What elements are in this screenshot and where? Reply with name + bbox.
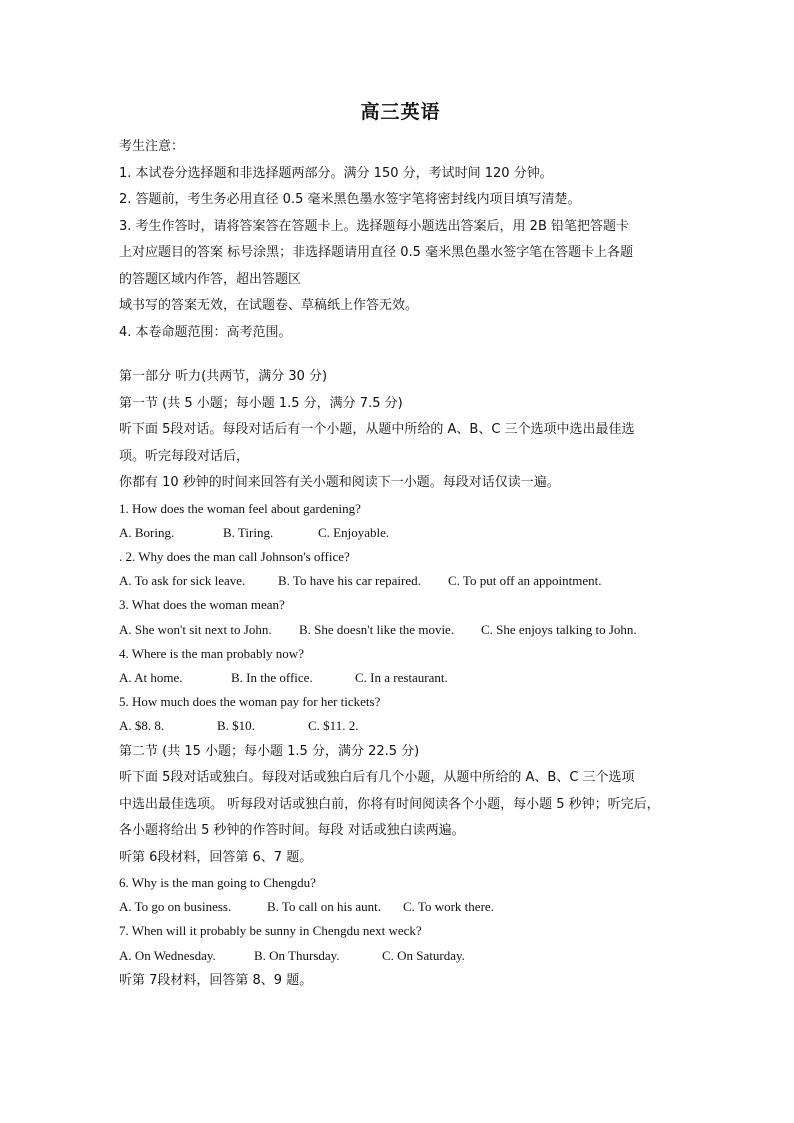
notice-item: 2. 答题前，考生务必用直径 0.5 毫米黑色墨水签字笔将密封线内项目填写清楚。 <box>119 192 581 207</box>
question-3-options <box>119 618 682 642</box>
material-7-heading: 听第 7段材料，回答第 8、9 题。 <box>119 972 313 988</box>
question-5: 5. How much does the woman pay for her tickets? <box>119 694 381 710</box>
option-a: A. $8. 8. <box>119 718 165 734</box>
part1-heading: 第一部分 听力(共两节，满分 30 分) <box>119 369 328 384</box>
section-gap <box>119 346 682 364</box>
question-1-options <box>119 521 682 545</box>
question-2-options <box>119 569 682 593</box>
question-7: 7. When will it probably be sunny in Chengdu next weck? <box>119 923 422 939</box>
option-b: B. Tiring. <box>223 524 274 540</box>
option-a: A. On Wednesday. <box>119 947 216 963</box>
notice-item: 3. 考生作答时，请将答案答在答题卡上。选择题每小题选出答案后，用 2B 铅笔把答题卡 <box>119 218 629 234</box>
question-6: 6. Why is the man going to Chengdu? <box>119 875 316 891</box>
option-b: B. To have his car repaired. <box>278 573 421 589</box>
option-c: C. On Saturday. <box>382 947 465 963</box>
option-a: A. Boring. <box>119 524 175 540</box>
option-c: C. To work there. <box>403 899 494 915</box>
question-7-options <box>119 944 682 968</box>
section2-instruction: 听下面 5段对话或独白。每段对话或独白后有几个小题，从题中所给的 A、B、C 三个选项 <box>119 770 635 786</box>
option-b: B. To call on his aunt. <box>267 899 382 915</box>
notice-heading: 考生注意： <box>119 139 185 154</box>
option-c: C. She enjoys talking to John. <box>481 621 637 637</box>
page-title: 高三英语 <box>360 101 441 123</box>
notice-item: 的答题区域内作答，超出答题区 <box>119 271 302 287</box>
question-5-options <box>119 714 682 738</box>
option-b: B. She doesn't like the movie. <box>299 621 455 637</box>
section2-instruction: 中选出最佳选项。 听每段对话或独白前，你将有时间阅读各个小题，每小题 5 秒钟；听完后， <box>119 796 660 812</box>
section1-instruction: 听下面 5段对话。每段对话后有一个小题，从题中所给的 A、B、C 三个选项中选出最佳选 <box>119 422 635 437</box>
material-6-heading: 听第 6段材料，回答第 6、7 题。 <box>119 849 313 865</box>
option-b: B. $10. <box>217 718 255 734</box>
option-b: B. On Thursday. <box>254 947 340 963</box>
question-4: 4. Where is the man probably now? <box>119 645 304 661</box>
option-c: C. To put off an appointment. <box>448 573 602 589</box>
notice-item: 1. 本试卷分选择题和非选择题两部分。满分 150 分，考试时间 120 分钟。 <box>119 165 553 181</box>
section2-heading: 第二节 (共 15 小题；每小题 1.5 分，满分 22.5 分) <box>119 743 420 759</box>
notice-item: 上对应题目的答案 标号涂黑；非选择题请用直径 0.5 毫米黑色墨水签字笔在答题卡上各题 <box>119 245 634 260</box>
section1-instruction: 你都有 10 秒钟的时间来回答有关小题和阅读下一小题。每段对话仅读一遍。 <box>119 475 560 490</box>
question-2: . 2. Why does the man call Johnson's office? <box>119 548 350 564</box>
option-a: A. She won't sit next to John. <box>119 621 272 637</box>
question-4-options <box>119 666 682 690</box>
notice-item: 域书写的答案无效，在试题卷、草稿纸上作答无效。 <box>119 298 419 313</box>
section1-heading: 第一节 (共 5 小题；每小题 1.5 分，满分 7.5 分) <box>119 395 403 411</box>
option-c: C. In a restaurant. <box>355 669 448 685</box>
option-a: A. To go on business. <box>119 899 232 915</box>
option-c: C. Enjoyable. <box>318 524 390 540</box>
option-a: A. At home. <box>119 669 183 685</box>
question-3: 3. What does the woman mean? <box>119 597 285 613</box>
option-b: B. In the office. <box>231 669 313 685</box>
option-c: C. $11. 2. <box>308 718 359 734</box>
section1-instruction: 项。听完每段对话后， <box>119 448 250 464</box>
notice-item: 4. 本卷命题范围：高考范围。 <box>119 324 292 340</box>
question-1: 1. How does the woman feel about gardening? <box>119 500 361 516</box>
section2-instruction: 各小题将给出 5 秒钟的作答时间。每段 对话或独白读两遍。 <box>119 823 465 839</box>
option-a: A. To ask for sick leave. <box>119 573 246 589</box>
question-6-options <box>119 895 682 919</box>
